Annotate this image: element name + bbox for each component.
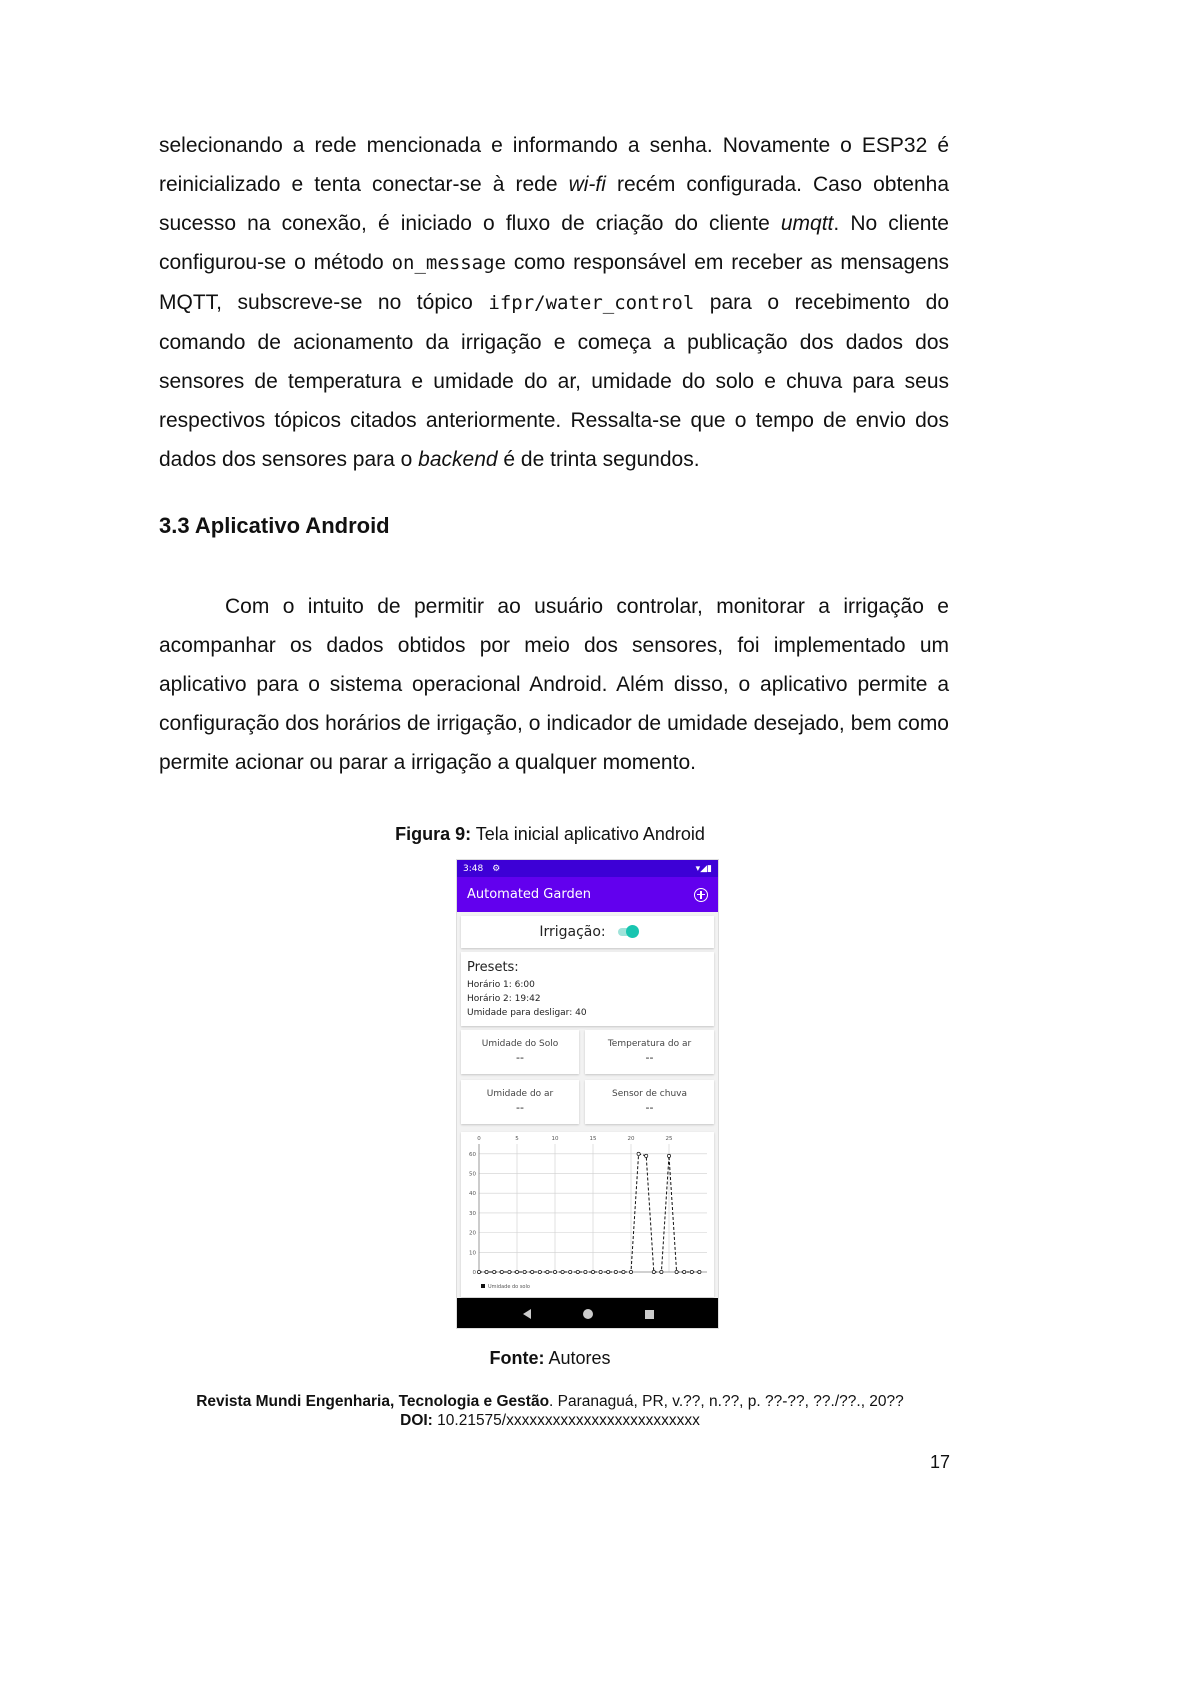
chart-data-point [523, 1270, 526, 1273]
status-left [463, 864, 500, 874]
status-time: 3:48 [463, 863, 484, 874]
chart-y-tick-label: 60 [469, 1151, 476, 1158]
gear-icon: ⚙ [492, 863, 501, 874]
sensor-card-air-humidity [461, 1080, 579, 1124]
preset-line: Horário 2: 19:42 [467, 994, 541, 1004]
humidity-chart [461, 1132, 714, 1297]
chart-y-tick-label: 30 [469, 1210, 476, 1217]
chart-data-point [569, 1270, 572, 1273]
chart-data-point [515, 1270, 518, 1273]
sensor-label: Umidade do ar [486, 1089, 554, 1099]
section-heading: 3.3 Aplicativo Android [159, 513, 390, 538]
chart-x-tick-label: 15 [589, 1136, 597, 1142]
chart-data-point [599, 1270, 602, 1273]
chart-legend-label: Umidade do solo [488, 1284, 530, 1290]
page-number: 17 [929, 1452, 950, 1472]
plus-circle-icon[interactable] [694, 888, 708, 902]
chart-data-point [637, 1152, 640, 1155]
irrigation-toggle[interactable] [618, 928, 636, 936]
sensor-value: -- [516, 1101, 524, 1114]
chart-data-point [493, 1270, 496, 1273]
chart-data-point [485, 1270, 488, 1273]
chart-data-point [652, 1270, 655, 1273]
android-nav-bar [457, 1298, 719, 1329]
status-icons: ▾◢▮ [695, 863, 712, 874]
chart-data-point [667, 1154, 670, 1157]
phone-screenshot [456, 859, 719, 1329]
chart-data-point [500, 1270, 503, 1273]
humidity-chart-card [461, 1132, 714, 1297]
chart-data-point [561, 1270, 564, 1273]
chart-data-point [698, 1270, 701, 1273]
code-term: ifpr/water_control [488, 292, 695, 314]
chart-y-tick-label: 0 [472, 1270, 476, 1276]
figure-caption-text: Tela inicial aplicativo Android [475, 824, 705, 844]
chart-data-point [675, 1270, 678, 1273]
figure-source-label: Fonte: [489, 1348, 545, 1368]
chart-data-point [690, 1270, 693, 1273]
journal-citation [0, 1393, 1100, 1411]
chart-x-tick-label: 10 [551, 1136, 559, 1142]
chart-data-point [553, 1270, 556, 1273]
chart-x-tick-label: 5 [515, 1136, 519, 1142]
text-run: como responsável em receber as mensagens MQTT, subscreve-se no tópico [159, 251, 949, 314]
presets-title: Presets: [467, 960, 519, 975]
chart-data-point [683, 1270, 686, 1273]
chart-data-point [660, 1270, 663, 1273]
italic-term: backend [418, 448, 498, 471]
chart-y-tick-label: 50 [469, 1171, 476, 1178]
text-run: selecionando a rede mencionada e informando a senha. Novamente o ESP32 é reinicializado e tenta conectar-se à rede [159, 134, 949, 196]
chart-y-tick-label: 40 [469, 1191, 476, 1198]
app-bar [457, 877, 718, 912]
chart-x-tick-label: 0 [477, 1136, 481, 1142]
sensor-label: Temperatura do ar [607, 1039, 692, 1049]
figure-label: Figura 9: [395, 824, 472, 844]
back-icon[interactable] [523, 1309, 531, 1319]
sensor-value: -- [645, 1101, 654, 1114]
intro-block [159, 587, 949, 782]
app-title: Automated Garden [467, 887, 591, 902]
paragraph-android-app: Com o intuito de permitir ao usuário controlar, monitorar a irrigação e acompanhar os dados obtidos por meio dos sensores, foi implementado um aplicativo para o sistema operacional Android. Além disso, o aplicativo permite a configuração dos horários de irrigação, o indicador de umidade desejado, bem como permite acionar ou parar a irrigação a qualquer momento. [159, 595, 949, 774]
chart-data-point [645, 1154, 648, 1157]
chart-legend-swatch [481, 1284, 485, 1288]
presets-card[interactable] [461, 952, 714, 1026]
chart-x-tick-label: 25 [665, 1136, 673, 1142]
sensor-value: -- [516, 1051, 524, 1064]
sensor-card-air-temperature [585, 1030, 714, 1074]
irrigation-card [461, 916, 714, 948]
italic-term: wi-fi [568, 173, 606, 196]
doi-value: 10.21575/xxxxxxxxxxxxxxxxxxxxxxxxx [432, 1412, 700, 1429]
chart-x-tick-label: 20 [627, 1136, 635, 1142]
journal-doi [0, 1412, 1100, 1430]
chart-data-point [584, 1270, 587, 1273]
preset-line: Umidade para desligar: 40 [467, 1008, 587, 1018]
italic-term: umqtt [780, 212, 834, 235]
chart-data-point [538, 1270, 541, 1273]
chart-data-point [531, 1270, 534, 1273]
doi-label: DOI: [400, 1412, 433, 1429]
chart-data-point [576, 1270, 579, 1273]
figure-caption [0, 824, 1100, 845]
body-text [159, 126, 949, 479]
sensor-card-rain-sensor [585, 1080, 714, 1124]
sensor-label: Umidade do Solo [481, 1039, 559, 1049]
sensor-value: -- [645, 1051, 654, 1064]
home-icon[interactable] [583, 1309, 593, 1319]
paragraph-esp32 [159, 126, 949, 479]
chart-y-tick-label: 10 [469, 1250, 476, 1257]
sensor-card-soil-moisture [461, 1030, 579, 1074]
text-run: . No cliente configurou-se o método [159, 212, 949, 274]
chart-data-point [622, 1270, 625, 1273]
chart-data-point [508, 1270, 511, 1273]
chart-data-point [607, 1270, 610, 1273]
text-run: recém configurada. Caso obtenha sucesso na conexão, é iniciado o fluxo de criação do cliente [159, 173, 950, 235]
chart-y-tick-label: 20 [469, 1230, 476, 1237]
code-term: on_message [391, 252, 506, 274]
preset-line: Horário 1: 6:00 [467, 980, 535, 990]
chart-data-point [614, 1270, 617, 1273]
chart-data-point [546, 1270, 549, 1273]
journal-name: Revista Mundi Engenharia, Tecnologia e Gestão [196, 1393, 550, 1410]
text-run: é de trinta segundos. [497, 448, 700, 471]
status-bar [457, 860, 718, 877]
text-run: para o recebimento do comando de acionamento da irrigação e começa a publicação dos dados dos sensores de temperatura e umidade do ar, umidade do solo e chuva para seus respectivos tópicos citados anteriormente. Ressalta-se que o tempo de envio dos dados dos sensores para o [159, 291, 950, 471]
chart-data-point [629, 1270, 632, 1273]
chart-data-point [477, 1270, 480, 1273]
figure-source-text: Autores [548, 1348, 611, 1368]
journal-details: . Paranaguá, PR, v.??, n.??, p. ??-??, ??./??., 20?? [549, 1393, 904, 1410]
irrigation-label: Irrigação: [539, 924, 606, 940]
recents-icon[interactable] [645, 1310, 654, 1319]
sensor-label: Sensor de chuva [611, 1089, 688, 1099]
figure-source [0, 1348, 1100, 1369]
chart-data-point [591, 1270, 594, 1273]
